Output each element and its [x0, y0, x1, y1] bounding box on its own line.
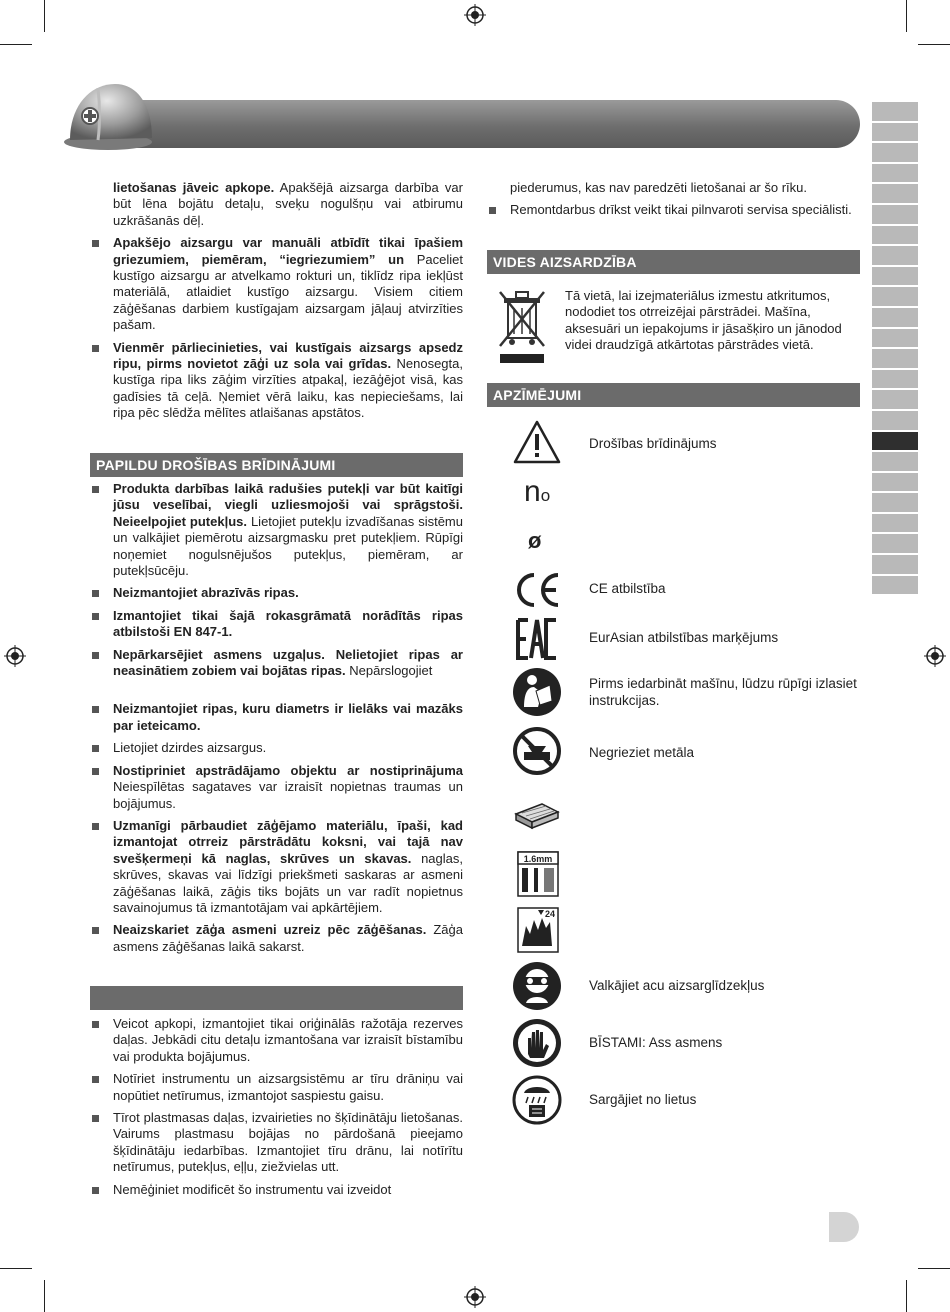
environment-text: Tā vietā, lai izejmateriālus izmestu atkritumos, nododiet tos otrreizējai pārstrādei. Mašīna, aksesuāri un iepakojums ir jāsašķiro un jānodod videi draudzīgā atkārtotas pārstrādes vietā.	[565, 288, 842, 353]
symbol-row	[512, 565, 862, 615]
list-item: Neaizskariet zāģa asmeni uzreiz pēc zāģēšanas. Zāģa asmens zāģēšanas laikā sakarst.	[90, 922, 463, 955]
list-item: Produkta darbības laikā radušies putekļi var būt kaitīgi jūsu veselībai, viegli uzliesmojoši vai sprāgstoši. Neieelpojiet putekļus. Lietojiet putekļu izvadīšanas sistēmu un valkājiet piemērotu aizsargmasku pret putekļiem. Rūpīgi noņemiet nogulsnējušos putekļus, piemēram, ar putekļsūcēju.	[90, 481, 463, 579]
crop-mark	[918, 1268, 950, 1269]
blade-teeth-value: 24	[544, 909, 556, 919]
list-item: Vienmēr pārliecinieties, vai kustīgais aizsargs apsedz ripu, pirms novietot zāģi uz sola vai grīdas. Nenosegta, kustīga ripa liks zāģim virzīties atpakaļ, iezāģējot visā, kas gadīsies tā ceļā. Ņemiet vērā laiku, kas nepieciešams, lai ripa pēc slēdža mēlītes atlaišanas apstātos.	[90, 340, 463, 422]
symbol-label: Negrieziet metāla	[589, 745, 695, 760]
intro-paragraph: lietošanas jāveic apkope. Apakšējā aizsarga darbība var būt lēna bojātu detaļu, sveķu nogulšņu vai atbirumu uzkrāšanās dēļ.	[113, 180, 463, 228]
crop-mark	[906, 0, 907, 32]
blade-thickness-value: 1.6mm	[523, 854, 553, 864]
safety-helmet-icon	[60, 76, 160, 156]
left-column-top	[90, 180, 463, 428]
chapter-tab[interactable]	[872, 143, 918, 162]
chapter-tab[interactable]	[872, 349, 918, 368]
list-item: Remontdarbus drīkst veikt tikai pilnvaroti servisa speciālisti.	[487, 202, 860, 218]
symbol-row	[512, 792, 862, 842]
no-load-speed-icon: no	[524, 475, 551, 508]
glove-danger-icon	[512, 1018, 562, 1068]
chapter-tab[interactable]	[872, 534, 918, 553]
symbol-row	[512, 850, 862, 900]
symbol-row	[512, 726, 862, 776]
chapter-tab[interactable]	[872, 452, 918, 471]
list-item: Tīrot plastmasas daļas, izvairieties no šķīdinātāju lietošanas. Vairums plastmasu bojājas no pārdošanā pieejamo šķīdinātāju iedarbības. Izmantojiet tīru drānu, lai notīrītu netīrumus, putekļus, eļļu, ziežvielas utt.	[90, 1110, 463, 1176]
chapter-tabs	[872, 102, 918, 596]
chapter-tab[interactable]	[872, 226, 918, 245]
section-heading	[90, 986, 463, 1010]
page-number-tab	[829, 1212, 859, 1242]
symbol-row	[512, 614, 862, 664]
chapter-tab[interactable]	[872, 267, 918, 286]
list-item: Nemēģiniet modificēt šo instrumentu vai izveidot	[90, 1182, 463, 1198]
section-heading: VIDES AIZSARDZĪBA	[487, 250, 860, 274]
symbol-row	[512, 472, 862, 522]
left-column-middle	[90, 481, 463, 961]
ce-mark-icon	[512, 565, 562, 615]
section-heading: PAPILDU DROŠĪBAS BRĪDINĀJUMI	[90, 453, 463, 477]
symbol-label: Sargājiet no lietus	[589, 1092, 697, 1107]
chapter-tab[interactable]	[872, 576, 918, 595]
list-item: Lietojiet dzirdes aizsargus.	[90, 740, 463, 756]
symbol-row	[512, 961, 862, 1011]
intro-paragraph: piederumus, kas nav paredzēti lietošanai ar šo rīku.	[510, 180, 807, 195]
chapter-tab[interactable]	[872, 308, 918, 327]
registration-mark-icon	[4, 645, 26, 667]
chapter-tab[interactable]	[872, 287, 918, 306]
chapter-tab[interactable]	[872, 473, 918, 492]
chapter-tab[interactable]	[872, 390, 918, 409]
eac-mark-icon	[512, 614, 562, 664]
registration-mark-icon	[464, 1286, 486, 1308]
chapter-tab[interactable]	[872, 184, 918, 203]
chapter-tab-active[interactable]	[872, 432, 918, 451]
list-item: Neizmantojiet abrazīvās ripas.	[90, 585, 463, 601]
eye-protection-icon	[512, 961, 562, 1011]
header-banner	[130, 100, 860, 148]
chapter-tab[interactable]	[872, 370, 918, 389]
registration-mark-icon	[924, 645, 946, 667]
symbol-label: BĪSTAMI: Ass asmens	[589, 1035, 723, 1050]
rain-protect-icon	[512, 1075, 562, 1125]
chapter-tab[interactable]	[872, 164, 918, 183]
symbol-label: Valkājiet acu aizsarglīdzekļus	[589, 978, 765, 993]
chapter-tab[interactable]	[872, 246, 918, 265]
list-item: Notīriet instrumentu un aizsargsistēmu ar tīru drāniņu vai nopūtiet netīrumus, izmantojot saspiestu gaisu.	[90, 1071, 463, 1104]
list-item: Izmantojiet tikai šajā rokasgrāmatā norādītās ripas atbilstoši EN 847-1.	[90, 608, 463, 641]
symbol-label: Drošības brīdinājums	[589, 436, 717, 451]
crop-mark	[906, 1280, 907, 1312]
chapter-tab[interactable]	[872, 514, 918, 533]
symbol-label: CE atbilstība	[589, 581, 666, 596]
list-item: Veicot apkopi, izmantojiet tikai oriģinālās ražotāja rezerves daļas. Jebkādi citu detaļu izmantošana var izraisīt bīstamību vai produkta bojājumus.	[90, 1016, 463, 1065]
diameter-icon: ø	[528, 528, 542, 553]
list-item: Neizmantojiet ripas, kuru diametrs ir lielāks vai mazāks par ieteicamo.	[90, 701, 463, 734]
crop-mark	[0, 1268, 32, 1269]
left-column-bottom	[90, 1016, 463, 1204]
chapter-tab[interactable]	[872, 329, 918, 348]
read-manual-icon	[512, 667, 562, 717]
crop-mark	[918, 44, 950, 45]
symbol-row	[512, 1018, 862, 1068]
symbol-row	[512, 667, 862, 717]
list-item: Nepārkarsējiet asmens uzgaļus. Nelietojiet ripas ar neasinātiem zobiem vai bojātas ripas. Nepārslogojiet	[90, 647, 463, 680]
symbol-row	[512, 1075, 862, 1125]
recycle-bin-icon	[494, 288, 550, 368]
registration-mark-icon	[464, 4, 486, 26]
crop-mark	[44, 1280, 45, 1312]
blade-teeth-icon	[512, 906, 562, 956]
chapter-tab[interactable]	[872, 555, 918, 574]
right-column-top	[487, 180, 860, 225]
list-item: Nostipriniet apstrādājamo objektu ar nostiprinājuma Neiespīlētas sagataves var izraisīt nopietnas traumas un bojājumus.	[90, 763, 463, 812]
list-item: Uzmanīgi pārbaudiet zāģējamo materiālu, īpaši, kad izmantojat otrreiz pārstrādātu koksni, vai tajā nav svešķermeņi kā naglas, skrūves un skavas. naglas, skrūves, skavas vai līdzīgi priekšmeti saskaras ar asmeni zāģēšanas laikā, zāģis tiks bojāts un var radīt nopietnus savainojumus tā izmantotājam vai apkārtējiem.	[90, 818, 463, 916]
no-metal-icon	[512, 726, 562, 776]
chapter-tab[interactable]	[872, 102, 918, 121]
chapter-tab[interactable]	[872, 205, 918, 224]
section-heading: APZĪMĒJUMI	[487, 383, 860, 407]
symbol-row	[512, 418, 862, 468]
blade-thickness-icon	[512, 850, 562, 900]
crop-mark	[0, 44, 32, 45]
crop-mark	[44, 0, 45, 32]
list-item: Apakšējo aizsargu var manuāli atbīdīt tikai īpašiem griezumiem, piemēram, “iegriezumiem” un Paceliet kustīgo aizsargu ar atvelkamo rokturi un, tiklīdz ripa iekļūst materiālā, atlaidiet kustīgo aizsargu. Visiem citiem zāģēšanas darbiem kustīgajam aizsargam jāļauj atvirzīties pašam.	[90, 235, 463, 333]
warning-triangle-icon	[512, 418, 562, 468]
chapter-tab[interactable]	[872, 411, 918, 430]
symbol-row	[512, 906, 862, 956]
chapter-tab[interactable]	[872, 493, 918, 512]
chapter-tab[interactable]	[872, 123, 918, 142]
wood-board-icon	[512, 792, 562, 842]
symbol-label: EurAsian atbilstības marķējums	[589, 630, 779, 645]
symbol-label: Pirms iedarbināt mašīnu, lūdzu rūpīgi izlasiet instrukcijas.	[589, 676, 857, 708]
